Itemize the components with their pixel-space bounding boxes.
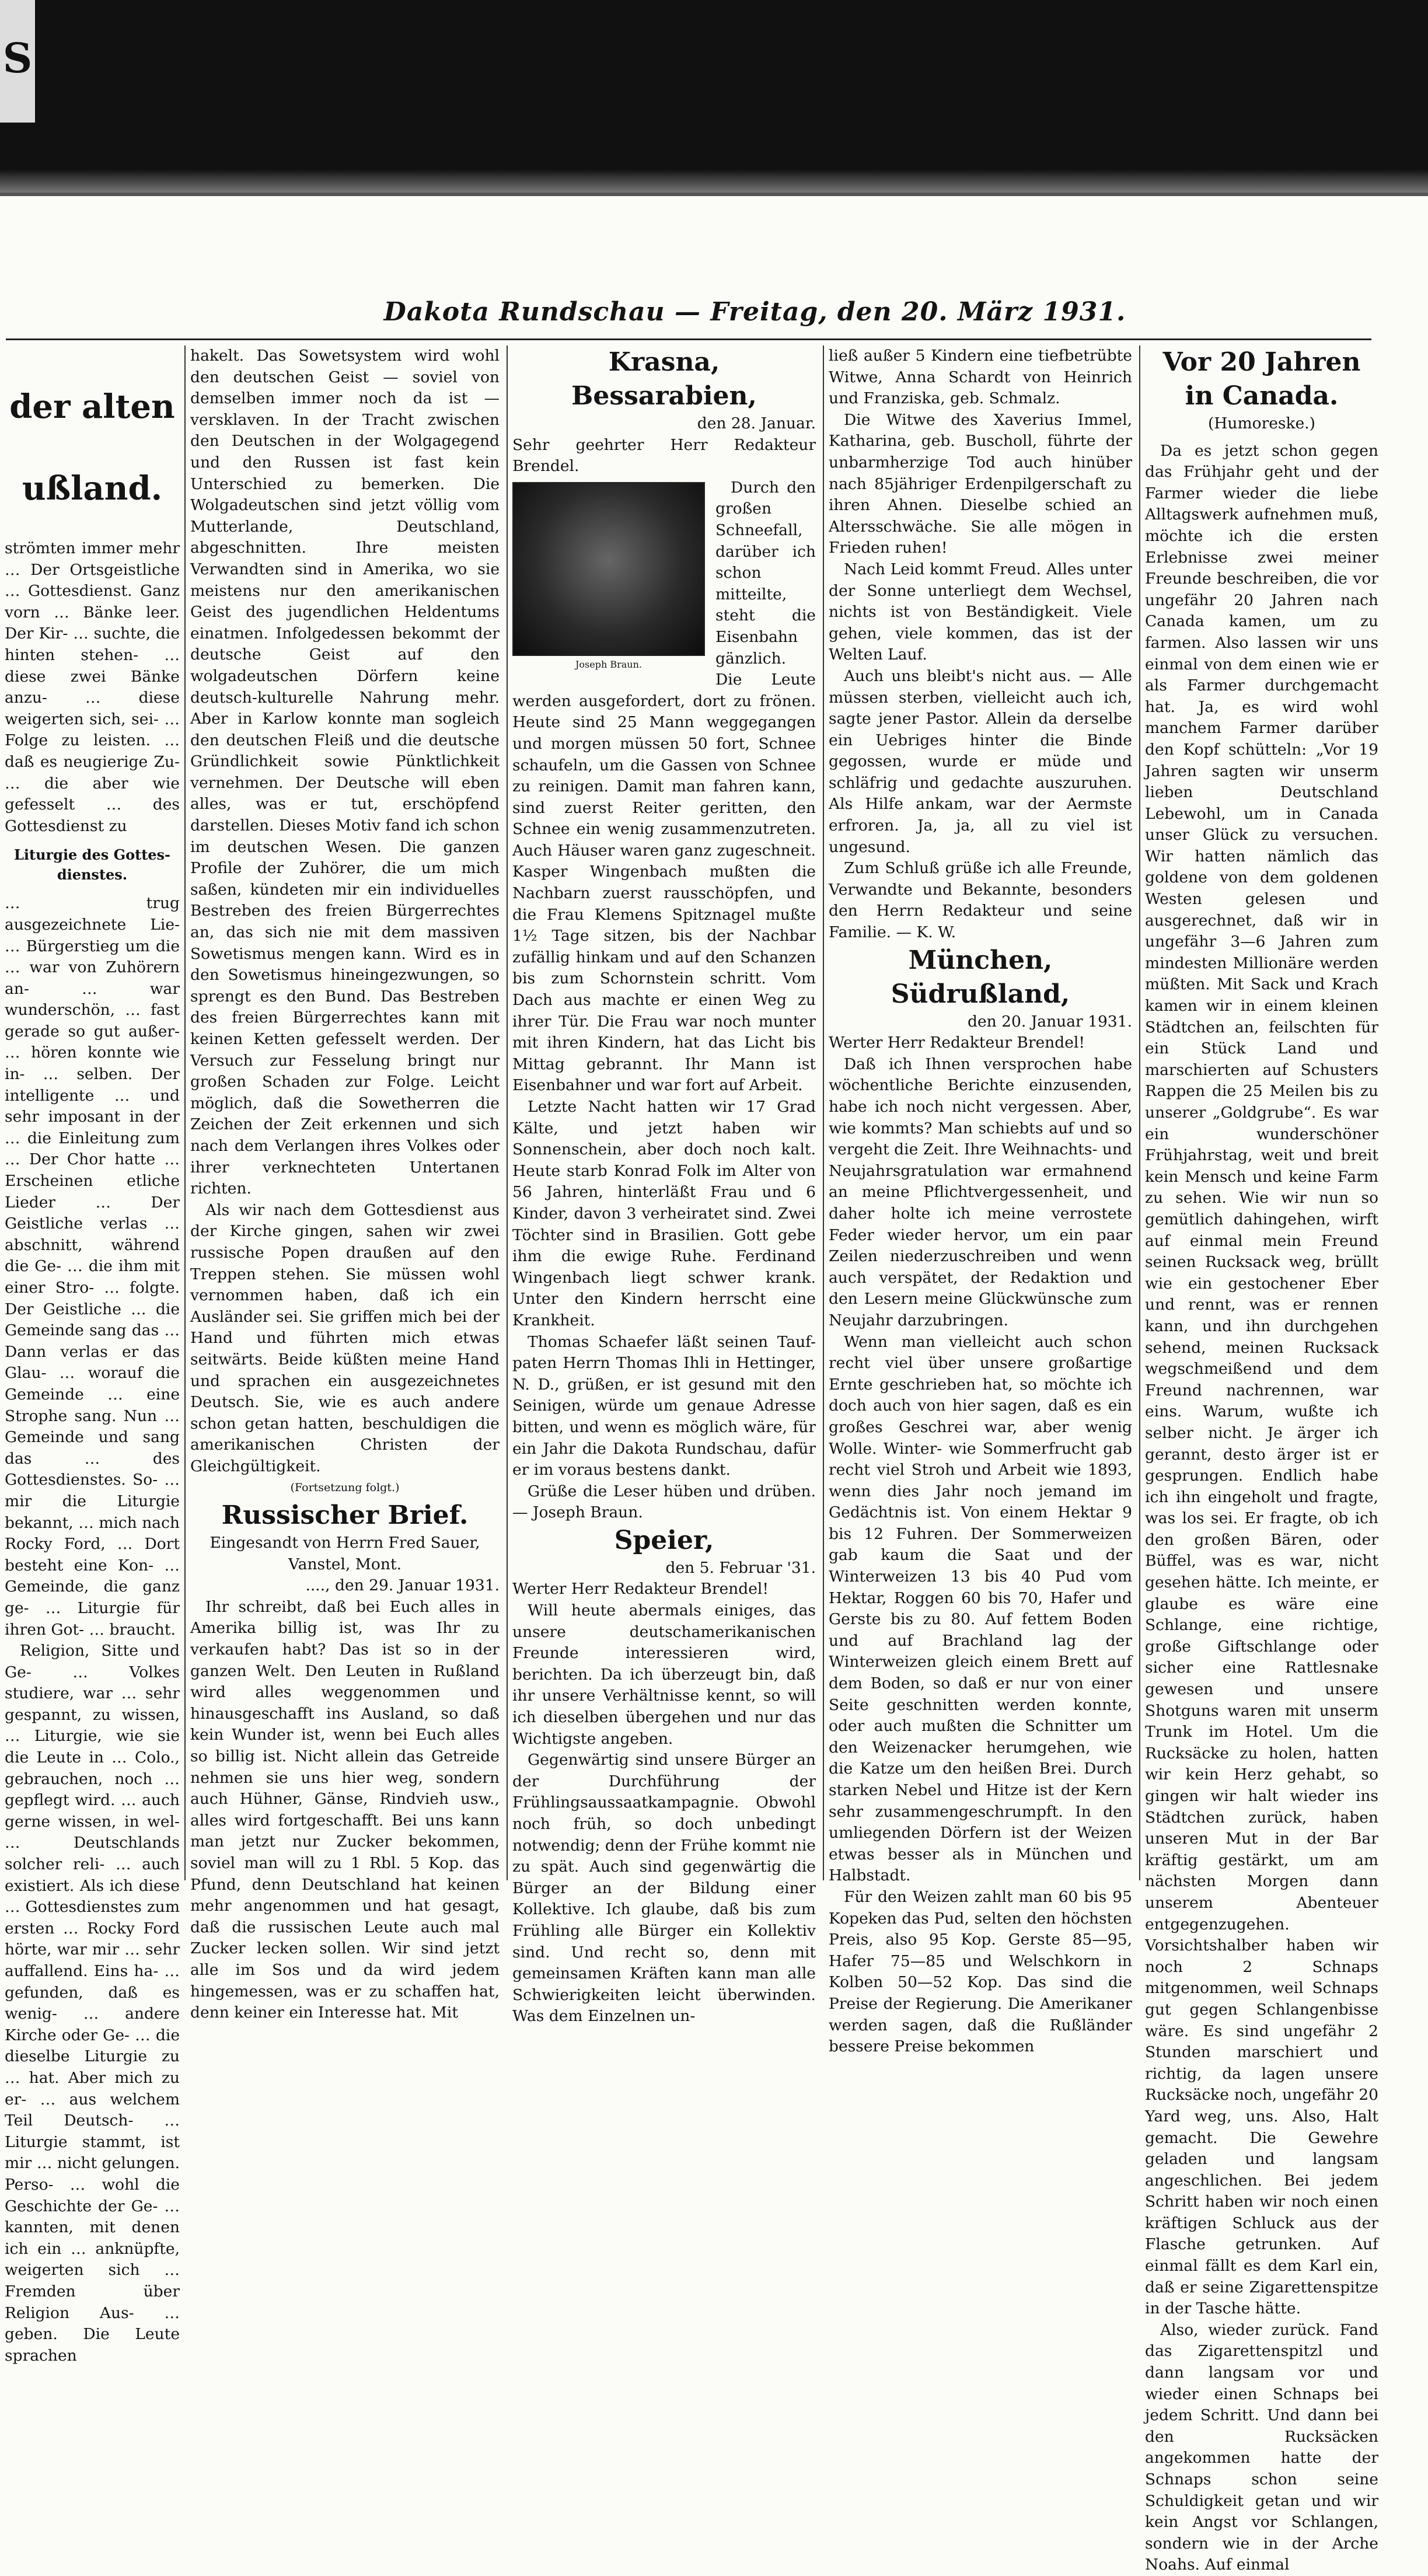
- col4-paragraph-2: Die Witwe des Xaverius Immel, Katharina, geb. Buscholl, führte der unbarmherzige Tod auch hinüber nach 85jähriger Erdenpilgerschaft zu ihren Ahnen. Dieselbe schied an Altersschwäche. Sie alle mögen in Frieden ruhen!: [829, 410, 1132, 557]
- col4-paragraph-4: Auch uns bleibt's nicht aus. — Alle müssen sterben, vielleicht auch ich, sagte jener Pastor. Allein da derselbe ein Uebriges hinter die Binde gegossen, wurde er müde und schläfrig und gedachte auszuruhen. Als Hilfe ankam, war der Aermste erfroren. Ja, ja, all zu viel ist ungesund.: [829, 666, 1132, 856]
- page-edge-mark: S: [0, 0, 35, 123]
- col4-paragraph-6: Daß ich Ihnen versprochen habe wöchentliche Berichte einzusenden, habe ich noch nicht vergessen. Aber, wie kommts? Man schiebts auf und so vergeht die Zeit. Ihre Weihnachts- und Neujahrsgratulation war ermahnend an meine Pflichtvergessenheit, und daher holte ich meine verrostete Feder wieder hervor, um ein paar Zeilen niederzuschreiben und wenn auch verspätet, der Redaktion und den Lesern meine Glückwünsche zum Neujahr darzubringen.: [829, 1055, 1132, 1329]
- col3-paragraph-6: Gegenwärtig sind unsere Bürger an der Durchführung der Frühlingsaussaatkampagnie. Obwohl noch früh, so doch unbedingt notwendig; denn der Frühe kommt nie zu spät. Auch sind gegenwärtig die Bürger an der Bildung einer Kollektive. Ich glaube, daß bis zum Frühling alle Bürger ein Kollektiv sind. Und recht so, denn mit gemeinsamen Kräften kann man alle Schwierigkeiten leicht überwinden. Was dem Einzelnen un-: [512, 1751, 816, 2026]
- col3-paragraph-2: Letzte Nacht hatten wir 17 Grad Kälte, und jetzt haben wir Sonnenschein, aber doch noch kalt. Heute starb Konrad Folk im Alter von 56 Jahren, hinterläßt Frau und 6 Kinder, davon 3 verheiratet sind. Zwei Töchter sind in Brasilien. Gott gebe ihm die ewige Ruhe. Ferdinand Wingenbach liegt schwer krank. Unter den Kindern herrscht eine Krankheit.: [512, 1098, 816, 1329]
- col4-paragraph-3: Nach Leid kommt Freud. Alles unter der Sonne unterliegt dem Wechsel, nichts ist von Beständigkeit. Viele gehen, viele kommen, das ist der Welten Lauf.: [829, 560, 1132, 664]
- portrait-photo: [512, 482, 705, 675]
- col1-subhead: Liturgie des Gottes- dienstes.: [13, 846, 171, 884]
- column-divider-2: [507, 345, 508, 1880]
- col3-paragraph-3: Thomas Schaefer läßt seinen Tauf-paten Herrn Thomas Ihli in Hettinger, N. D., grüßen, er ist gesund mit den Seinigen, würde um genaue Adresse bitten, und wenn es möglich wäre, für ein Jahr die Dakota Rundschau, dafür er im voraus bestens dankt.: [512, 1332, 816, 1479]
- col3-paragraph-4: Grüße die Leser hüben und drüben. — Joseph Braun.: [512, 1482, 816, 1522]
- col3-greeting-2: Werter Herr Redakteur Brendel!: [512, 1580, 769, 1598]
- col2-paragraph-1: hakelt. Das Sowetsystem wird wohl den deutschen Geist — soviel von demselben immer noch da ist — versklaven. In der Tracht zwischen den Deutschen in der Wolgagegend und den Russen ist fast kein Unterschied zu bemerken. Die Wolgadeutschen sind jetzt völlig vom Mutterlande, Deutschland, abgeschnitten. Ihre meisten Verwandten sind in Amerika, wo sie meistens nur den amerikanischen Geist des jugendlichen Heldentums einatmen. Infolgedessen bekommt der deutsche Geist auf den wolgadeutschen Dörfern keine deutsch-kulturelle Nahrung mehr. Aber in Karlow konnte man sogleich den deutschen Fleiß und die deutsche Gründlichkeit sowie Pünktlichkeit vernehmen. Der Deutsche will eben alles, was er tut, erschöpfend darstellen. Dieses Motiv fand ich schon im deutschen Wesen. Die ganzen Profile der Zuhörer, die um mich saßen, kündeten mir ein individuelles Bestreben des freien Bürgerrechtes an, das sich nie mit dem massiven Sowetismus mengen kann. Wird es in den Sowetismus hineingezwungen, so sprengt es den Bund. Das Bestreben des freien Bürgerrechtes kann mit keinen Ketten gefesselt werden. Der Versuch zur Fesselung bringt nur großen Schaden zur Folge. Leicht möglich, daß die Sowetherren die Zeichen der Zeit erkennen und sich nach dem Verlangen ihres Volkes oder ihrer verknechteten Untertanen richten.: [190, 347, 500, 1198]
- column-4: [829, 345, 1132, 2056]
- col1-paragraph-2: … trug ausgezeichnete Lie- … Bürgerstieg um die … war von Zuhörern an- … war wunderschön, … fast gerade so gut außer- … hören konnte wie in- … selben. Der intelligente … und sehr imposant in der … die Einleitung zum … Der Chor hatte … Erscheinen etliche Lieder … Der Geistliche verlas … abschnitt, während die Ge- … die ihm mit einer Stro- … folgte. Der Geistliche … die Gemeinde sang das … Dann verlas er das Glau- … worauf die Gemeinde … eine Strophe sang. Nun … Gemeinde und sang das … des Gottesdienstes. So- … mir die Liturgie bekannt, … mich nach Rocky Ford, … Dort besteht eine Kon- … Gemeinde, die ganz ge- … Liturgie für ihren Got- … braucht.: [5, 894, 180, 1639]
- col5-paragraph-1: Da es jetzt schon gegen das Frühjahr geht und der Farmer wieder die liebe Alltagswerk aufnehmen muß, möchte ich die ersten Erlebnisse zwei meiner Freunde beschreiben, die vor ungefähr 20 Jahren nach Canada kamen, um zu farmen. Also lassen wir uns einmal von dem einen wie er als Farmer durchgemacht hat. Ja, es wird wohl manchem Farmer darüber den Kopf schütteln: „Vor 19 Jahren sagten wir unserm lieben Deutschland Lebewohl, um in Canada unser Glück zu versuchen. Wir hatten nämlich das goldene von dem goldenen Westen gelesen und ausgerechnet, daß wir in ungefähr 3—6 Jahren zum mindesten Millionäre werden müßten. Mit Sack und Krach kamen wir in einem kleinen Städtchen an, feilschten für ein Stück Land und marschierten auf Schusters Rappen die 25 Meilen bis zu unserer „Goldgrube“. Es war ein wunderschöner Frühjahrstag, weit und breit kein Mensch und keine Farm zu sehen. Wie wir nun so gemütlich dahingehen, wirft auf einmal mein Freund seinen Rucksack weg, brüllt wie ein gestochener Eber und rennt, was er rennen kann, und ihn durchgehen sehend, meinen Rucksack wegschmeißend und dem Freund nachrennen, war eins. Warum, wußte ich selber nicht. Je ärger ich gerannt, desto ärger ist er gesprungen. Endlich habe ich ihn eingeholt und fragte, was los sei. Er fragte, ob ich den großen Bären, oder Büffel, was es war, nicht gesehen hätte. Ich meinte, er glaube es wäre eine Schlange, eine richtige, große Giftschlange oder sicher eine Rattlesnake gewesen und unsere Shotguns waren mit unserm Trunk im Hotel. Um die Rucksäcke zu holen, hatten wir kein Herz gehabt, so gingen wir halt wieder ins Städtchen zurück, haben unseren Mut in der Bar kräftig gestärkt, um am nächsten Morgen dann unserem Abenteuer entgegenzugehen. Vorsichtshalber haben wir noch 2 Schnaps mitgenommen, weil Schnaps gut gegen Schlangenbisse wäre. Es sind ungefähr 2 Stunden marschiert und richtig, da lagen unsere Rucksäcke noch, ungefähr 20 Yard weg, uns. Also, Halt gemacht. Die Gewehre geladen und langsam angeschlichen. Bei jedem Schritt haben wir noch einen kräftigen Schluck aus der Flasche getrunken. Auf einmal fällt es dem Karl ein, daß er seine Zigarettenspitze in der Tasche hätte.: [1145, 441, 1378, 2318]
- col4-greeting: Werter Herr Redakteur Brendel!: [829, 1034, 1085, 1052]
- portrait-image: [512, 482, 705, 656]
- col4-paragraph-8: Für den Weizen zahlt man 60 bis 95 Kopeken das Pud, selten den höchsten Preis, also 95 Kop. Gerste 85—95, Hafer 75—85 und Welschkorn in Kolben 50—52 Kop. Das sind die Preise der Regierung. Die Amerikaner werden sagen, daß die Rußländer bessere Preise bekommen: [829, 1887, 1132, 2056]
- col3-paragraph-5: Will heute abermals einiges, das unsere deutschamerikanischen Freunde interessieren wird, berichten. Da ich überzeugt bin, daß ihr unsere Verhältnisse kennt, so will ich dieselben übergehen und nur das Wichtigste angeben.: [512, 1601, 816, 1748]
- col4-headline: München, Südrußland,: [891, 945, 1070, 1009]
- col2-continued: (Fortsetzung folgt.): [290, 1481, 400, 1495]
- scan-dark-band: [0, 0, 1428, 196]
- col4-paragraph-1: ließ außer 5 Kindern eine tiefbetrübte Witwe, Anna Schardt von Heinrich und Franziska, geb. Schmalz.: [829, 347, 1132, 408]
- column-divider-4: [1139, 345, 1140, 1880]
- col5-headline: Vor 20 Jahren in Canada.: [1162, 347, 1361, 411]
- col3-paragraph-1: Durch den großen Schneefall, darüber ich schon mitteilte, steht die Eisenbahn gänzlich. Die Leute werden ausgefordert, dort zu frönen. Heute sind 25 Mann weggegangen und morgen müssen 50 fort, Schnee schaufeln, um die Gassen von Schnee zu reinigen. Damit man fahren kann, sind zuerst Reiter geritten, den Schnee ein wenig zusammenzutreten. Auch Häuser waren ganz zugeschneit. Kasper Wingenbach mußten die Nachbarn zuerst rausschöpfen, und die Frau Klemens Spitznagel mußte 1½ Tage sitzen, bis der Nachbar zufällig hinkam und auf den Schanzen bis zum Schornstein schritt. Vom Dach aus machte er einen Weg zu ihrer Tür. Die Frau war noch munter mit ihren Kindern, hat das Licht bis Mittag gebrannt. Ihr Mann ist Eisenbahner und war fort auf Arbeit.: [512, 478, 816, 1095]
- col2-paragraph-3: Ihr schreibt, daß bei Euch alles in Amerika billig ist, was Ihr zu verkaufen habt? Das ist so in der ganzen Welt. Den Leuten in Rußland wird alles weggenommen und hinausgeschafft ins Ausland, so daß kein Wunder ist, wenn bei Euch alles so billig ist. Nicht allein das Getreide nehmen sie uns hier weg, sondern auch Hühner, Gänse, Rindvieh usw., alles wird fortgeschafft. Bei uns kann man jetzt nur Zucker bekommen, soviel man will zu 1 Rbl. 5 Kop. das Pfund, denn Deutschland hat keinen mehr angenommen und hat gesagt, daß die russischen Leute auch mal Zucker lecken sollen. Wir sind jetzt alle im Sos und da wird jedem hingemessen, was er zu schaffen hat, denn keiner ein Interesse hat. Mit: [190, 1597, 500, 2022]
- col2-dateline: ...., den 29. Januar 1931.: [305, 1576, 500, 1595]
- masthead-rule: [6, 338, 1371, 340]
- column-1: [5, 345, 180, 2365]
- col5-paragraph-2: Also, wieder zurück. Fand das Zigarettenspitzl und dann langsam vor und wieder einen Schnaps bei jedem Schritt. Und dann bei den Rucksäcken angekommen hatte der Schnaps schon seine Schuldigkeit getan und wir kein Angst vor Schlangen, sondern wie in der Arche Noahs. Auf einmal: [1145, 2320, 1378, 2574]
- col3-greeting: Sehr geehrter Herr Redakteur Brendel.: [512, 435, 816, 476]
- portrait-caption: Joseph Braun.: [575, 658, 642, 670]
- col3-headline-2: Speier,: [614, 1525, 714, 1555]
- col5-subhead: (Humoreske.): [1207, 414, 1316, 432]
- column-divider-3: [823, 345, 824, 1880]
- col2-byline: Eingesandt von Herrn Fred Sauer, Vanstel, Mont.: [210, 1534, 480, 1573]
- col4-paragraph-7: Wenn man vielleicht auch schon recht viel über unsere großartige Ernte geschrieben hat, so möchte ich doch auch von hier sagen, daß es ein großes Geschrei war, aber wenig Wolle. Winter- wie Sommerfrucht gab recht viel Stroh und Arbeit wie 1893, wenn dies Jahr noch jemand im Gedächtnis ist. Von einem Hektar 9 bis 12 Fuhren. Der Sommerweizen gab kaum die Saat und der Winterweizen 13 bis 40 Pud vom Hektar, Roggen 60 bis 70, Hafer und Gerste bis zu 80. Auf fettem Boden und auf Brachland lag der Winterweizen gleich einem Brett auf dem Boden, so daß er nur von einer Seite geschnitten werden konnte, oder auch mußten die Schnitter um den Weizenacker herumgehen, wie die Katze um den heißen Brei. Durch starken Nebel und Hitze ist der Kern sehr zusammengeschrumpft. In den umliegenden Dörfern ist der Weizen etwas besser als in München und Halbstadt.: [829, 1332, 1132, 1885]
- col1-title-1: der alten: [9, 388, 175, 426]
- col3-dateline-2: den 5. Februar '31.: [665, 1558, 816, 1577]
- col1-paragraph-3: Religion, Sitte und Ge- … Volkes studiere, war … sehr gespannt, zu wissen, … Liturgie, wie sie die Leute in … Colo., gebrauchen, noch … gepflegt wird. … auch gerne wissen, in wel- … Deutschlands solcher reli- … auch existiert. Als ich diese … Gottesdienstes zum ersten … Rocky Ford hörte, war mir … sehr auffallend. Eins ha- … gefunden, daß es wenig- … andere Kirche oder Ge- … die dieselbe Liturgie zu … hat. Aber mich zu er- … aus welchem Teil Deutsch- … Liturgie stammt, ist mir … nicht gelungen. Perso- … wohl die Geschichte der Ge- … kannten, mit denen ich ein … anknüpfte, weigerten sich … Fremden über Religion Aus- … geben. Die Leute sprachen: [5, 1642, 180, 2365]
- column-5: [1145, 345, 1378, 2574]
- column-divider-1: [184, 345, 186, 1880]
- col2-paragraph-2: Als wir nach dem Gottesdienst aus der Kirche gingen, sahen wir zwei russische Popen draußen auf den Treppen stehen. Sie müssen wohl vernommen haben, daß ich ein Ausländer sei. Sie griffen mich bei der Hand und führten mich etwas seitwärts. Beide küßten meine Hand und sprachen ein ausgezeichnetes Deutsch. Sie, wie es auch andere schon getan hatten, beschuldigen die amerikanischen Christen der Gleichgültigkeit.: [190, 1200, 500, 1475]
- col1-paragraph-1: strömten immer mehr … Der Ortsgeistliche … Gottesdienst. Ganz vorn … Bänke leer. Der Kir- … suchte, die hinten stehen- … diese zwei Bänke anzu- … diese weigerten sich, sei- … Folge zu leisten. … daß es neugierige Zu- … die aber wie gefesselt … des Gottesdienst zu: [5, 539, 180, 835]
- col3-headline: Krasna, Bessarabien,: [571, 347, 757, 411]
- column-3: [512, 345, 816, 2026]
- col4-dateline: den 20. Januar 1931.: [967, 1012, 1132, 1031]
- masthead-title: Dakota Rundschau — Freitag, den 20. März 1931.: [383, 297, 1126, 327]
- col1-title-2: ußland.: [22, 469, 163, 508]
- col2-headline: Russischer Brief.: [221, 1500, 469, 1531]
- masthead: [0, 286, 1428, 338]
- column-2: [190, 345, 500, 2022]
- col3-dateline: den 28. Januar.: [697, 414, 816, 432]
- col4-paragraph-5: Zum Schluß grüße ich alle Freunde, Verwandte und Bekannte, besonders den Herrn Redakteur und seine Familie. — K. W.: [829, 859, 1132, 942]
